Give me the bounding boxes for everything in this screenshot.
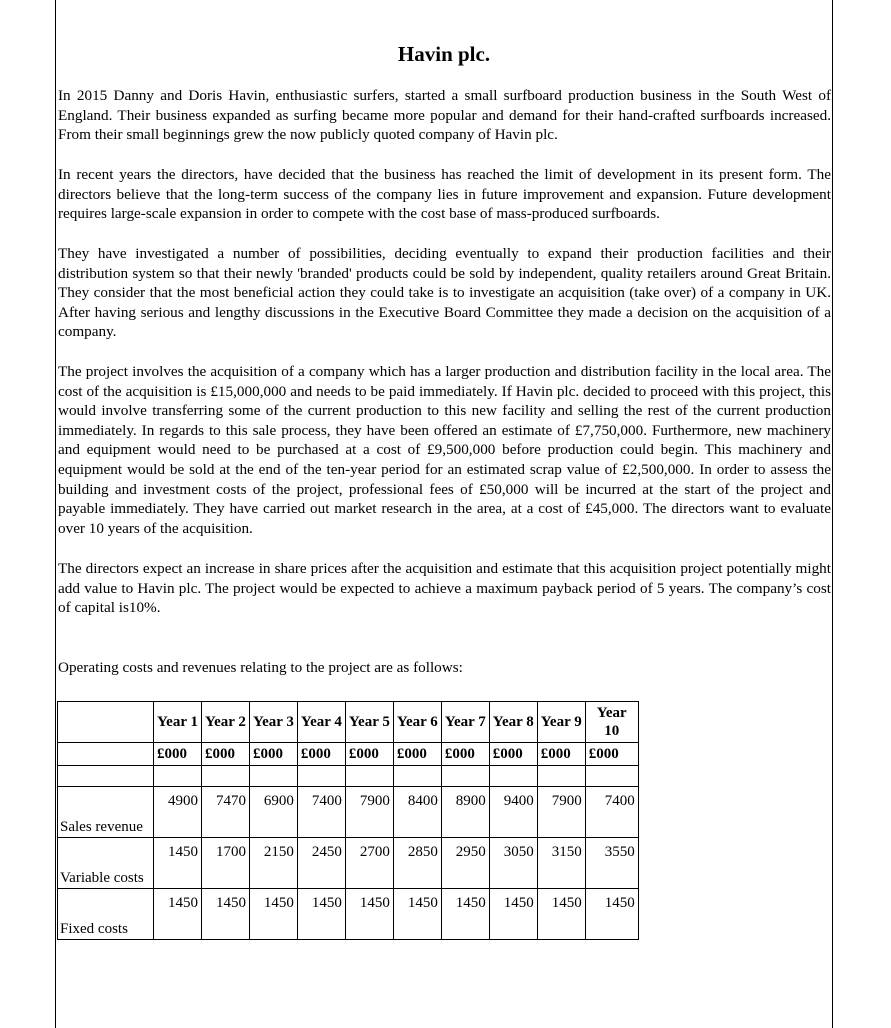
table-row-fixed-costs bbox=[58, 889, 639, 940]
unit-cell: £000 bbox=[154, 743, 202, 766]
unit-cell: £000 bbox=[345, 743, 393, 766]
year-header: Year 10 bbox=[585, 702, 638, 743]
value-cell: 1450 bbox=[201, 889, 249, 940]
value-cell: 2450 bbox=[297, 838, 345, 889]
table-unit-label-cell bbox=[58, 743, 154, 766]
value-cell: 1700 bbox=[201, 838, 249, 889]
table-row-sales-revenue bbox=[58, 787, 639, 838]
unit-cell: £000 bbox=[393, 743, 441, 766]
value-cell: 8400 bbox=[393, 787, 441, 838]
blank-cell bbox=[489, 766, 537, 787]
year-header: Year 8 bbox=[489, 702, 537, 743]
table-intro: Operating costs and revenues relating to the project are as follows: bbox=[58, 659, 463, 676]
value-cell: 1450 bbox=[537, 889, 585, 940]
year-header: Year 7 bbox=[441, 702, 489, 743]
value-cell: 1450 bbox=[154, 889, 202, 940]
blank-cell bbox=[297, 766, 345, 787]
value-cell: 2150 bbox=[249, 838, 297, 889]
value-cell: 2700 bbox=[345, 838, 393, 889]
value-cell: 7400 bbox=[297, 787, 345, 838]
value-cell: 1450 bbox=[393, 889, 441, 940]
document-title: Havin plc. bbox=[397, 42, 491, 66]
table-unit-row bbox=[58, 743, 639, 766]
value-cell: 1450 bbox=[441, 889, 489, 940]
blank-cell bbox=[201, 766, 249, 787]
blank-cell bbox=[249, 766, 297, 787]
year-header: Year 3 bbox=[249, 702, 297, 743]
value-cell: 6900 bbox=[249, 787, 297, 838]
value-cell: 7470 bbox=[201, 787, 249, 838]
value-cell: 7400 bbox=[585, 787, 638, 838]
year-header: Year 6 bbox=[393, 702, 441, 743]
paragraph-project-details: The project involves the acquisition of a company which has a larger production and distribution facility in the local area. The cost of the acquisition is £15,000,000 and needs to be paid immediately. If Havin plc. decided to proceed with this project, this would involve transferring some of the current production to this new facility and selling the rest of the current production immediately. In regards to this sale process, they have been offered an estimate of £7,750,000. Furthermore, new machinery and equipment would need to be purchased at a cost of £9,500,000 before production could begin. This machinery and equipment would be sold at the end of the ten-year period for an estimated scrap value of £2,500,000. In order to assess the building and investment costs of the project, professional fees of £50,000 will be incurred at the start of the project and payable immediately. They have carried out market research in the area, at a cost of £45,000. The directors want to evaluate over 10 years of the acquisition. bbox=[58, 363, 831, 537]
blank-cell bbox=[345, 766, 393, 787]
table-row-variable-costs bbox=[58, 838, 639, 889]
row-label: Variable costs bbox=[58, 838, 154, 889]
value-cell: 1450 bbox=[489, 889, 537, 940]
value-cell: 3050 bbox=[489, 838, 537, 889]
value-cell: 7900 bbox=[537, 787, 585, 838]
operating-costs-table bbox=[57, 701, 639, 940]
unit-cell: £000 bbox=[489, 743, 537, 766]
table-header-row bbox=[58, 702, 639, 743]
paragraph-history: In 2015 Danny and Doris Havin, enthusiastic surfers, started a small surfboard production business in the South West of England. Their business expanded as surfing became more popular and demand for their hand-crafted surfboards increased. From their small beginnings grew the now publicly quoted company of Havin plc. bbox=[58, 87, 831, 144]
document-page bbox=[55, 0, 833, 1028]
blank-cell bbox=[58, 766, 154, 787]
value-cell: 2850 bbox=[393, 838, 441, 889]
blank-cell bbox=[585, 766, 638, 787]
year-header: Year 4 bbox=[297, 702, 345, 743]
unit-cell: £000 bbox=[297, 743, 345, 766]
value-cell: 1450 bbox=[154, 838, 202, 889]
unit-cell: £000 bbox=[441, 743, 489, 766]
value-cell: 1450 bbox=[249, 889, 297, 940]
unit-cell: £000 bbox=[585, 743, 638, 766]
table-blank-row bbox=[58, 766, 639, 787]
value-cell: 9400 bbox=[489, 787, 537, 838]
value-cell: 1450 bbox=[345, 889, 393, 940]
row-label: Sales revenue bbox=[58, 787, 154, 838]
year-header: Year 1 bbox=[154, 702, 202, 743]
year-header: Year 5 bbox=[345, 702, 393, 743]
unit-cell: £000 bbox=[249, 743, 297, 766]
table-corner-cell bbox=[58, 702, 154, 743]
year-header: Year 9 bbox=[537, 702, 585, 743]
unit-cell: £000 bbox=[201, 743, 249, 766]
row-label: Fixed costs bbox=[58, 889, 154, 940]
value-cell: 1450 bbox=[297, 889, 345, 940]
blank-cell bbox=[154, 766, 202, 787]
value-cell: 2950 bbox=[441, 838, 489, 889]
value-cell: 7900 bbox=[345, 787, 393, 838]
paragraph-directors-decision: In recent years the directors, have decided that the business has reached the limit of development in its present form. The directors believe that the long-term success of the company lies in future improvement and expansion. Future development requires large-scale expansion in order to compete with the cost base of mass-produced surfboards. bbox=[58, 166, 831, 223]
paragraph-expectations: The directors expect an increase in share prices after the acquisition and estimate that this acquisition project potentially might add value to Havin plc. The project would be expected to achieve a maximum payback period of 5 years. The company’s cost of capital is10%. bbox=[58, 560, 831, 617]
blank-cell bbox=[537, 766, 585, 787]
paragraph-possibilities: They have investigated a number of possibilities, deciding eventually to expand their production facilities and their distribution system so that their newly 'branded' products could be sold by independent, quality retailers around Great Britain. They consider that the most beneficial action they could take is to investigate an acquisition (take over) of a company in UK. After having serious and lengthy discussions in the Executive Board Committee they made a decision on the acquisition of a company. bbox=[58, 245, 831, 341]
value-cell: 3550 bbox=[585, 838, 638, 889]
blank-cell bbox=[393, 766, 441, 787]
value-cell: 4900 bbox=[154, 787, 202, 838]
unit-cell: £000 bbox=[537, 743, 585, 766]
value-cell: 8900 bbox=[441, 787, 489, 838]
blank-cell bbox=[441, 766, 489, 787]
value-cell: 3150 bbox=[537, 838, 585, 889]
value-cell: 1450 bbox=[585, 889, 638, 940]
year-header: Year 2 bbox=[201, 702, 249, 743]
